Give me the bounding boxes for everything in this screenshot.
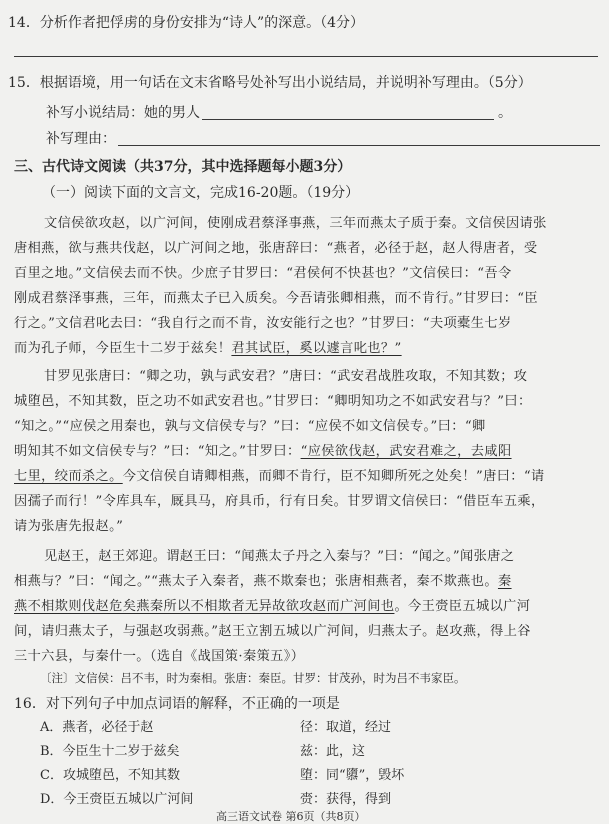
passage-segment: 明知其不如文信侯专与？”曰：“知之。”甘罗曰： (14, 444, 301, 459)
option-a-gloss: 径：取道，经过 (300, 720, 392, 735)
underlined-sentence: 秦 (497, 574, 512, 589)
passage-segment: 而为孔子师，今臣生十二岁于兹矣！ (14, 341, 232, 356)
underlined-sentence: 七里，绞而杀之。 (14, 469, 123, 484)
passage-segment: 相燕与？”曰：“闻之。”“燕太子入秦者，燕不欺秦也；张唐相燕者，秦不欺燕也。 (14, 574, 498, 589)
passage-line: 间，请归燕太子，与强赵攻弱燕。”赵王立割五城以广河间，归燕太子。赵攻燕，得上谷 (14, 624, 531, 639)
passage-line (14, 440, 512, 459)
question-16: 16．对下列句子中加点词语的解释，不正确的一项是 (14, 696, 340, 712)
option-b-label: B．今臣生十二岁于兹矣 (40, 744, 180, 759)
passage-line: 行之。”文信君叱去曰：“我自行之而不肯，汝安能行之也？”甘罗曰：“夫项橐生七岁 (14, 316, 512, 331)
passage-line: 刚成君蔡泽事燕，三年，而燕太子已入质矣。今吾请张卿相燕，而不肯行。”甘罗曰：“臣 (14, 291, 539, 306)
option-b-gloss: 兹：此，这 (300, 744, 366, 759)
section-3-title: 三、古代诗文阅读（共37分，其中选择题每小题3分） (14, 159, 352, 175)
option-c-label: C．攻城堕邑，不知其数 (40, 768, 180, 783)
passage-line: 甘罗见张唐曰：“卿之功，孰与武安君？”唐曰：“武安君战胜攻取，不知其数；攻 (44, 369, 528, 384)
underlined-sentence: “应侯欲伐赵，武安君难之，去咸阳 (300, 444, 512, 459)
q15-reason-line (118, 145, 600, 146)
passage-line: 因孺子而行！”令库具车，厩具马，府具币，行有日矣。甘罗谓文信侯曰：“借臣车五乘， (14, 494, 545, 509)
passage-line: 见赵王，赵王郊迎。谓赵王曰：“闻燕太子丹之入秦与？”曰：“闻之。”闻张唐之 (44, 549, 515, 564)
page-footer: 高三语文试卷 第6页（共8页） (216, 810, 366, 823)
question-15: 15．根据语境，用一句话在文末省略号处补写出小说结局，并说明补写理由。（5分） (8, 75, 532, 91)
option-a-label: A．燕者，必径于赵 (40, 720, 154, 735)
q15-reason-label: 补写理由： (46, 131, 116, 147)
answer-line-14 (14, 56, 598, 57)
option-c-gloss: 堕：同“隳”，毁坏 (300, 768, 405, 783)
q15-period: 。 (498, 105, 512, 121)
passage-line: 请为张唐先报赵。” (14, 519, 124, 534)
passage-line: 三十六县，与秦什一。（选自《战国策·秦策五》） (14, 649, 305, 664)
passage-line (14, 595, 530, 614)
option-d-label: D．今王赍臣五城以广河间 (40, 792, 194, 807)
q15-ending-label: 补写小说结局：她的男人 (46, 105, 200, 121)
passage-line: 城堕邑，不知其数，臣之功不如武安君也。”甘罗曰：“卿明知功之不如武安君与？”曰： (14, 394, 532, 409)
passage-line (14, 570, 512, 589)
underlined-sentence: 君其试臣，奚以遽言叱也？” (231, 341, 402, 356)
part-1-title: （一）阅读下面的文言文，完成16-20题。（19分） (42, 185, 360, 201)
passage-segment: 今文信侯自请卿相燕，而卿不肯行，臣不知卿所死之处矣！”唐曰：“请 (122, 469, 545, 484)
passage-line: “知之。”“应侯之用秦也，孰与文信侯专与？”曰：“应侯不如文信侯专。”曰：“卿 (14, 419, 486, 434)
underlined-sentence: 燕不相欺则伐赵危矣燕秦所以不相欺者无异故欲攻赵而广河间也 (14, 599, 395, 614)
option-d-gloss: 赍：获得，得到 (300, 792, 392, 807)
question-14: 14．分析作者把俘虏的身份安排为“诗人”的深意。（4分） (8, 15, 365, 31)
passage-line: 唐相燕，欲与燕共伐赵，以广河间之地，张唐辞曰：“燕者，必径于赵，赵人得唐者，受 (14, 241, 538, 256)
passage-line: 文信侯欲攻赵，以广河间，使刚成君蔡泽事燕，三年而燕太子质于秦。文信侯因请张 (44, 216, 547, 231)
passage-segment: 。今王赍臣五城以广河 (394, 599, 531, 614)
annotation: 〔注〕文信侯：吕不韦，时为秦相。张唐：秦臣。甘罗：甘茂孙，时为吕不韦家臣。 (40, 671, 466, 685)
passage-line (14, 337, 402, 356)
passage-line (14, 465, 545, 484)
q15-ending-line (202, 119, 494, 120)
passage-line: 百里之地。”文信侯去而不快。少庶子甘罗曰：“君侯何不快甚也？”文信侯曰：“吾令 (14, 266, 512, 281)
